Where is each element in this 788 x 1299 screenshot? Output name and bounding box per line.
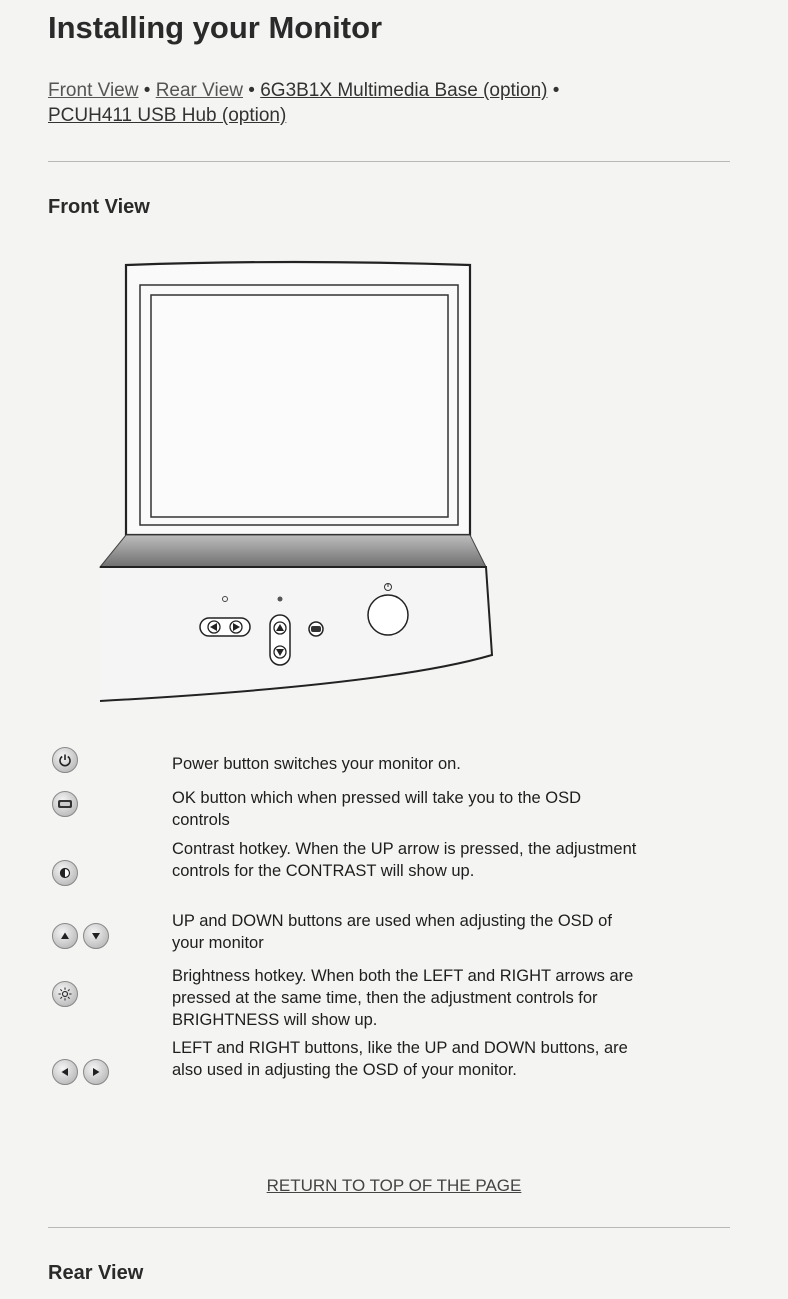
monitor-front-illustration [90, 255, 500, 715]
section-heading-rear-view: Rear View [48, 1262, 144, 1284]
legend-text: Brightness hotkey. When both the LEFT and RIGHT arrows are pressed at the same time, then the adjustment controls for BRIGHTNESS will show up. [172, 967, 634, 1029]
brightness-icon [52, 981, 78, 1007]
left-arrow-icon [52, 1059, 78, 1085]
nav-separator: • [547, 80, 560, 101]
ok-icon [52, 791, 78, 817]
section-nav [48, 78, 738, 128]
ok-button-illustration [309, 622, 323, 636]
contrast-icon [52, 860, 78, 886]
nav-separator: • [243, 80, 261, 101]
nav-separator: • [138, 80, 156, 101]
return-to-top-link[interactable]: RETURN TO TOP OF THE PAGE [266, 1176, 522, 1195]
legend-text: LEFT and RIGHT buttons, like the UP and DOWN buttons, are also used in adjusting the OSD of your monitor. [172, 1039, 628, 1079]
down-arrow-icon [83, 923, 109, 949]
page-title: Installing your Monitor [48, 10, 383, 45]
power-icon [52, 747, 78, 773]
divider [48, 1227, 730, 1228]
section-heading-front-view: Front View [48, 196, 150, 218]
legend-text: OK button which when pressed will take you to the OSD controls [172, 789, 582, 829]
nav-link-multimedia-base[interactable]: 6G3B1X Multimedia Base (option) [260, 80, 548, 101]
legend-text: Power button switches your monitor on. [172, 755, 461, 773]
nav-link-usb-hub[interactable]: PCUH411 USB Hub (option) [48, 105, 287, 126]
nav-link-front-view[interactable]: Front View [48, 80, 139, 101]
up-arrow-icon [52, 923, 78, 949]
divider [48, 161, 730, 162]
legend-text: UP and DOWN buttons are used when adjusting the OSD of your monitor [172, 912, 612, 952]
nav-link-rear-view[interactable]: Rear View [155, 80, 243, 101]
right-arrow-icon [83, 1059, 109, 1085]
return-to-top [0, 1176, 788, 1196]
legend-text: Contrast hotkey. When the UP arrow is pressed, the adjustment controls for the CONTRAST will show up. [172, 840, 637, 880]
